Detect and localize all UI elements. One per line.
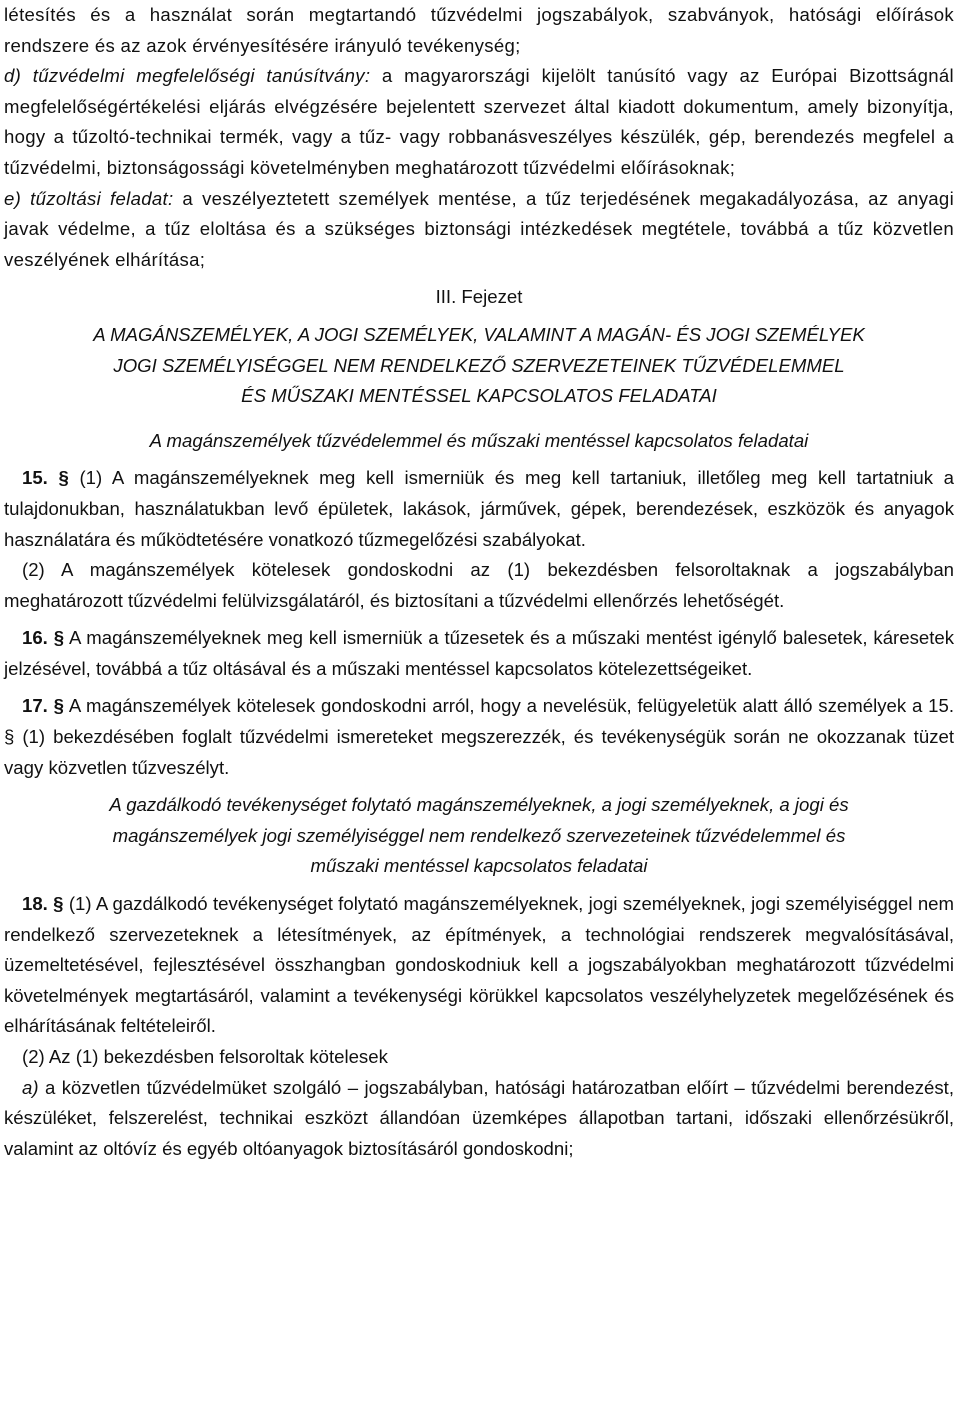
- subtitle-private-persons: A magánszemélyek tűzvédelemmel és műszaki mentéssel kapcsolatos feladatai: [149, 429, 809, 451]
- definition-e-label: e) tűzoltási feladat:: [4, 187, 174, 209]
- section-18-number: 18. §: [22, 893, 64, 915]
- subtitle-business-entities: [4, 790, 954, 882]
- section-15-1-text: (1) A magánszemélyeknek meg kell ismerniük és meg kell tartaniuk, illetőleg meg kell tartatniuk a tulajdonukban, használatukban levő épületek, lakások, járművek, gépek, berendezések, eszközök és anyagok használatára és működtetésére vonatkozó tűzmegelőzési szabályokat.: [4, 467, 954, 550]
- section-15-2-text: (2) A magánszemélyek kötelesek gondoskodni az (1) bekezdésben felsoroltaknak a jogszabályban meghatározott tűzvédelmi felülvizsgálatáról, és biztosítani a tűzvédelmi ellenőrzés lehetőségét.: [4, 559, 954, 611]
- paragraph-intro: [4, 0, 954, 61]
- section-16-text: A magánszemélyeknek meg kell ismerniük a tűzesetek és a műszaki mentést igénylő balesetek, káresetek jelzésével, továbbá a tűz oltásával és a műszaki mentéssel kapcsolatos kötelezettségeiket.: [4, 627, 955, 679]
- section-15-2: [4, 555, 954, 616]
- definition-e: [4, 184, 954, 276]
- section-18-2: [4, 1042, 954, 1073]
- point-a-label: a): [22, 1076, 39, 1098]
- section-15-number: 15. §: [22, 467, 69, 489]
- section-18-2-a: [4, 1073, 954, 1165]
- section-18-2-text: (2) Az (1) bekezdésben felsoroltak kötelesek: [22, 1046, 388, 1067]
- definition-d-label: d) tűzvédelmi megfelelőségi tanúsítvány:: [4, 65, 371, 87]
- definition-d: [4, 61, 954, 183]
- section-18-1-text: (1) A gazdálkodó tevékenységet folytató magánszemélyeknek, jogi személyeknek, jogi személyiséggel nem rendelkező szervezeteknek a létesítmények, az építmények, a technológiai rendszerek megvalósításával, üzemeltetésével, fejlesztésével összhangban gondoskodniuk kell a jogszabályokban meghatározott tűzvédelmi követelmények megtartásáról, valamint a tevékenységi körükkel kapcsolatos veszélyhelyzetek megelőzésének és elhárításának feltételeiről.: [4, 893, 955, 1037]
- section-16-number: 16. §: [22, 627, 65, 649]
- subtitle-2-line-1: A gazdálkodó tevékenységet folytató magánszemélyeknek, a jogi személyeknek, a jogi és: [109, 794, 849, 816]
- subtitle-2-line-3: műszaki mentéssel kapcsolatos feladatai: [310, 855, 648, 877]
- subtitle-2-line-2: magánszemélyek jogi személyiséggel nem rendelkező szervezeteinek tűzvédelemmel és: [112, 824, 846, 846]
- section-15-1: [4, 463, 954, 555]
- section-17-number: 17. §: [22, 695, 65, 717]
- section-16: [4, 623, 954, 684]
- definition-e-text: a veszélyeztetett személyek mentése, a tűz terjedésének megakadályozása, az anyagi javak védelme, a tűz eloltása és a szükséges biztonsági intézkedések megtétele, továbbá a tűz közvetlen veszélyének elhárítása;: [4, 187, 955, 270]
- definition-d-text: a magyarországi kijelölt tanúsító vagy az Európai Bizottságnál megfelelőségértékelési eljárás elvégzésére bejelentett szervezet által kiadott dokumentum, amely bizonyítja, hogy a tűzoltó-technikai termék, vagy a tűz- vagy robbanásveszélyes készülék, gép, berendezés megfelel a tűzvédelmi, biztonságossági követelményben meghatározott tűzvédelmi előírásoknak;: [4, 65, 954, 178]
- chapter-title: [4, 320, 954, 412]
- point-a-text: a közvetlen tűzvédelmüket szolgáló – jogszabályban, hatósági határozatban előírt – tűzvédelmi berendezést, készüléket, felszerelést, technikai eszközt állandóan üzemképes állapotban tartani, időszaki ellenőrzésükről, valamint az oltóvíz és egyéb oltóanyagok biztosításáról gondoskodni;: [4, 1076, 954, 1159]
- chapter-number: III. Fejezet: [435, 286, 523, 308]
- intro-text: létesítés és a használat során megtartandó tűzvédelmi jogszabályok, szabványok, hatósági előírások rendszere és az azok érvényesítésére irányuló tevékenység;: [4, 4, 954, 56]
- section-17: [4, 691, 954, 783]
- section-18-1: [4, 889, 954, 1042]
- chapter-title-line-3: ÉS MŰSZAKI MENTÉSSEL KAPCSOLATOS FELADATAI: [241, 385, 717, 407]
- section-17-text: A magánszemélyek kötelesek gondoskodni arról, hogy a nevelésük, felügyeletük alatt álló személyek a 15. § (1) bekezdésében foglalt tűzvédelmi ismereteket megszerezzék, és tevékenységük során ne okozzanak tüzet vagy közvetlen tűzveszélyt.: [4, 695, 954, 778]
- chapter-title-line-1: A MAGÁNSZEMÉLYEK, A JOGI SZEMÉLYEK, VALAMINT A MAGÁN- ÉS JOGI SZEMÉLYEK: [93, 323, 865, 345]
- chapter-title-line-2: JOGI SZEMÉLYISÉGGEL NEM RENDELKEZŐ SZERVEZETEINEK TŰZVÉDELEMMEL: [113, 354, 845, 376]
